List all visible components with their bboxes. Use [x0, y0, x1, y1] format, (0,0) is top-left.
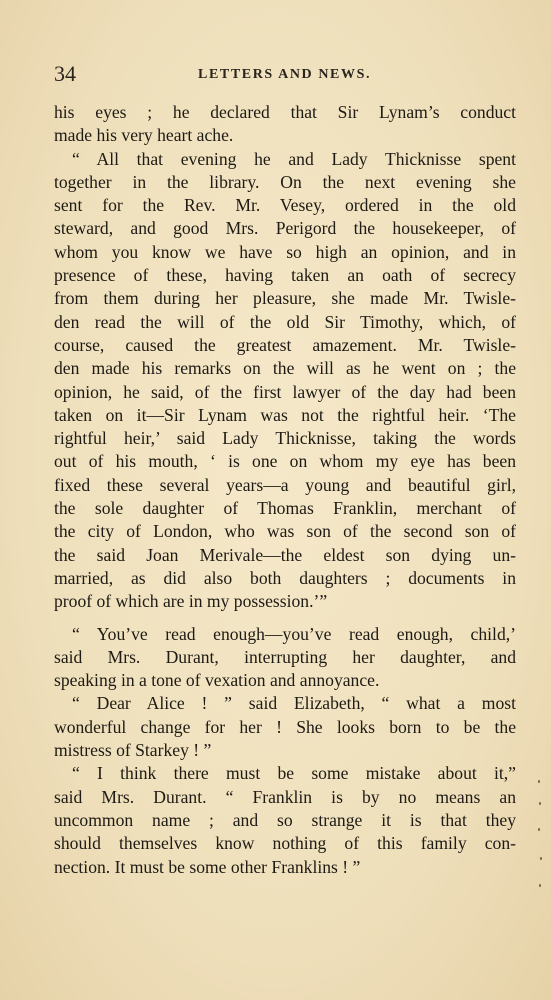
text-line: proof of which are in my possession.’” — [54, 591, 328, 612]
running-head: LETTERS AND NEWS. — [198, 67, 372, 82]
text-line: opinion, he said, of the first lawyer of the day had been — [54, 381, 516, 402]
text-line: den read the will of the old Sir Timothy, which, of — [54, 311, 516, 332]
page-number: 34 — [54, 61, 76, 86]
text-line: made his very heart ache. — [54, 125, 234, 146]
paragraph — [54, 148, 516, 614]
text-line: should themselves know nothing of this family con- — [54, 833, 516, 854]
text-line: together in the library. On the next evening she — [54, 171, 516, 192]
text-line: presence of these, having taken an oath of secrecy — [54, 265, 516, 286]
text-line: said Mrs. Durant. “ Franklin is by no means an — [54, 786, 516, 807]
text-line: married, as did also both daughters ; documents in — [54, 567, 516, 588]
text-line: nection. It must be some other Franklins ! ” — [54, 856, 361, 877]
text-line: the sole daughter of Thomas Franklin, merchant of — [54, 498, 516, 519]
text-line: uncommon name ; and so strange it is that they — [54, 809, 516, 830]
text-line: from them during her pleasure, she made Mr. Twisle- — [54, 288, 516, 309]
text-line: said Mrs. Durant, interrupting her daughter, and — [54, 646, 516, 667]
text-line: “ All that evening he and Lady Thicknisse spent — [72, 148, 516, 169]
text-line: den made his remarks on the will as he went on ; the — [54, 358, 516, 379]
text-line: the city of London, who was son of the second son of — [54, 521, 516, 542]
paragraph — [54, 762, 516, 878]
page-edge-marks — [537, 780, 543, 900]
text-line: wonderful change for her ! She looks born to be the — [54, 716, 516, 737]
page-header — [54, 60, 516, 88]
paragraph — [54, 101, 516, 148]
paragraph — [54, 623, 516, 693]
text-line: out of his mouth, ‘ is one on whom my eye has been — [54, 451, 516, 472]
paragraph — [54, 692, 516, 762]
text-line: course, caused the greatest amazement. Mr. Twisle- — [54, 334, 516, 355]
body-text — [54, 101, 516, 879]
text-line: sent for the Rev. Mr. Vesey, ordered in the old — [54, 195, 516, 216]
text-line: rightful heir,’ said Lady Thicknisse, taking the words — [54, 428, 516, 449]
text-line: whom you know we have so high an opinion, and in — [54, 241, 516, 262]
text-line: speaking in a tone of vexation and annoyance. — [54, 670, 380, 691]
text-line: the said Joan Merivale—the eldest son dying un- — [54, 544, 516, 565]
text-line: his eyes ; he declared that Sir Lynam’s conduct — [54, 102, 516, 122]
text-line: “ You’ve read enough—you’ve read enough, child,’ — [72, 623, 516, 644]
text-line: steward, and good Mrs. Perigord the housekeeper, of — [54, 218, 516, 239]
text-line: taken on it—Sir Lynam was not the rightful heir. ‘The — [54, 404, 516, 425]
text-line: fixed these several years—a young and beautiful girl, — [54, 474, 516, 495]
text-line: mistress of Starkey ! ” — [54, 740, 212, 761]
text-line: “ Dear Alice ! ” said Elizabeth, “ what a most — [72, 693, 516, 714]
paragraph-gap — [54, 614, 516, 623]
text-line: “ I think there must be some mistake about it,” — [72, 763, 516, 784]
